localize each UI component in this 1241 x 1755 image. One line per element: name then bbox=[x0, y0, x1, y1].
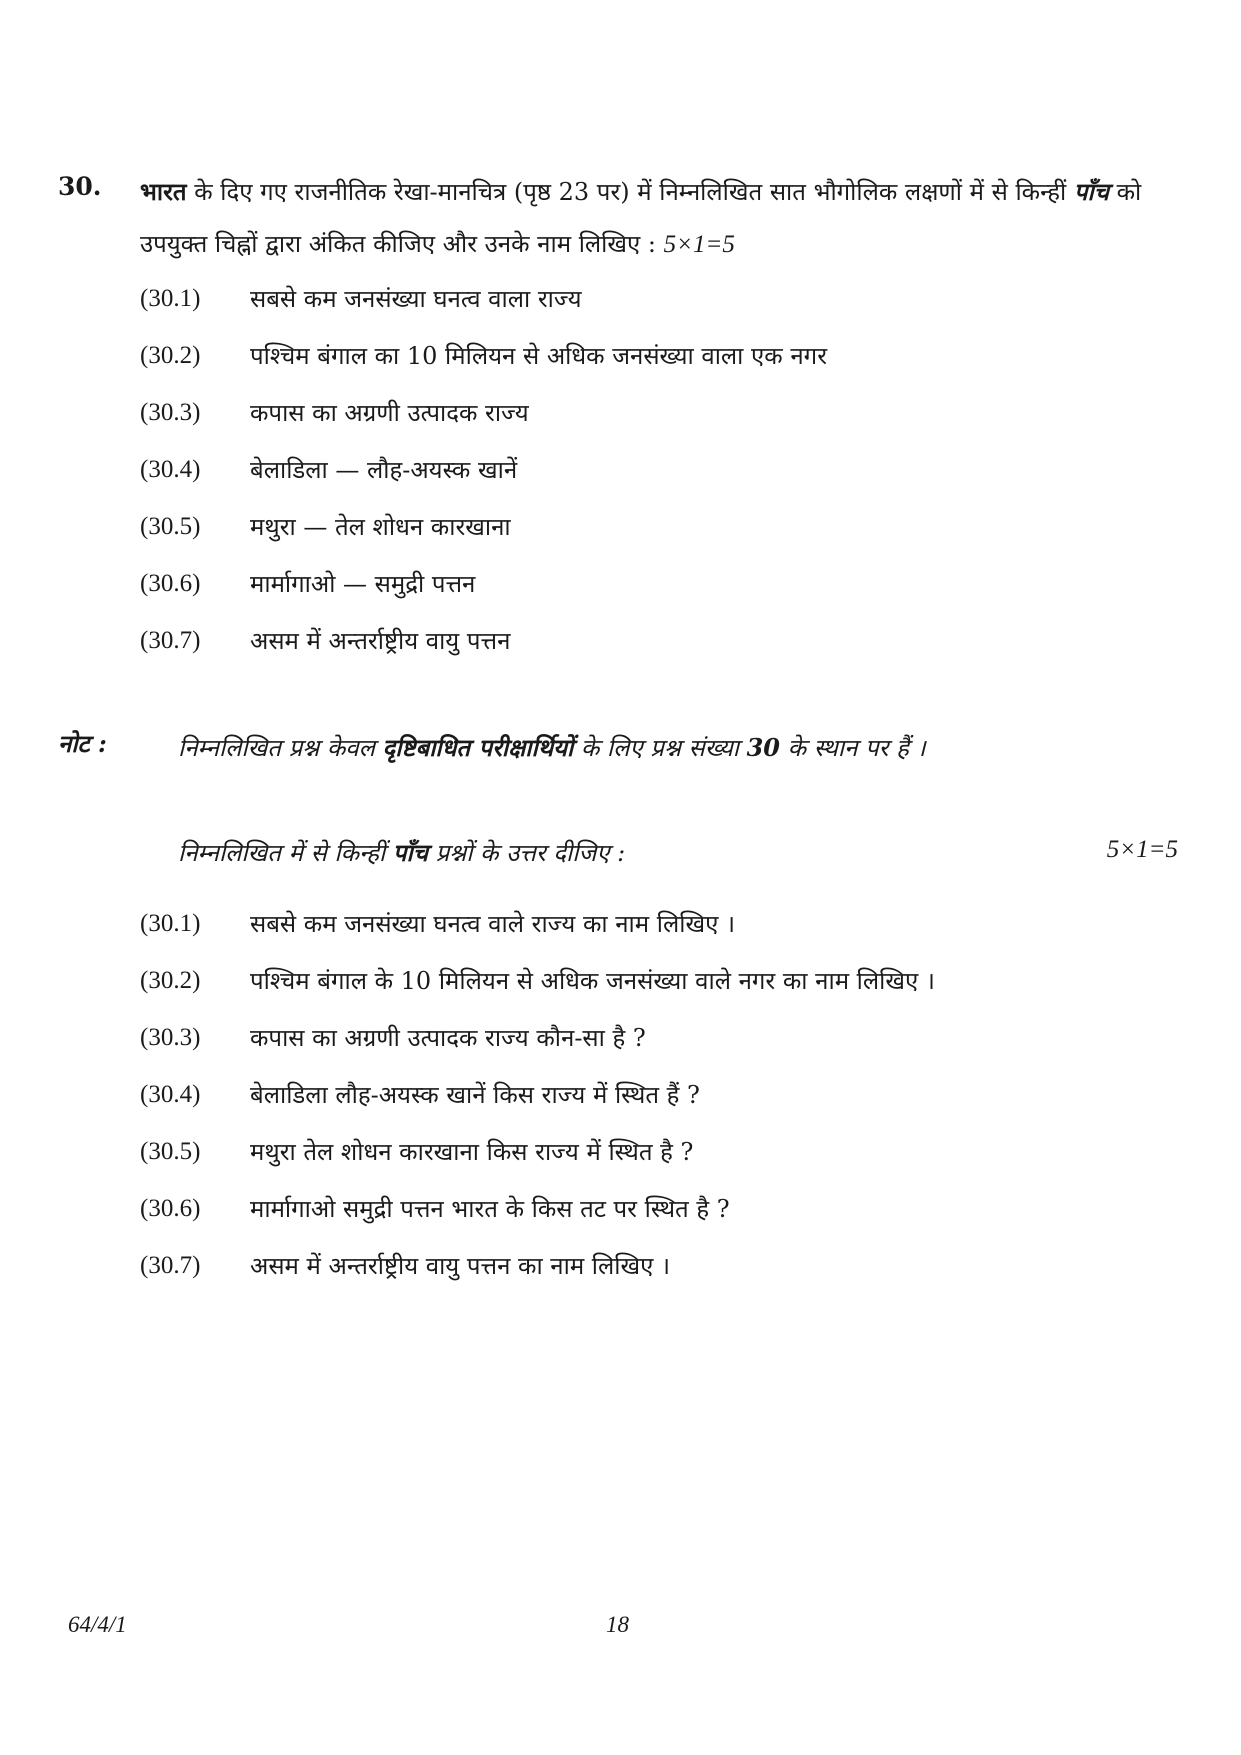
item-number: (30.6) bbox=[140, 569, 201, 597]
item-number: (30.5) bbox=[140, 1137, 201, 1165]
item-text: सबसे कम जनसंख्या घनत्व वाले राज्य का नाम लिखिए । bbox=[250, 910, 736, 938]
item-number: (30.3) bbox=[140, 398, 201, 426]
note-text-mid: के लिए प्रश्न संख्या bbox=[573, 734, 747, 762]
item-text: बेलाडिला — लौह-अयस्क खानें bbox=[250, 456, 518, 484]
note-text bbox=[178, 722, 1178, 774]
list-item bbox=[140, 952, 1200, 1009]
item-text: मार्मागाओ — समुद्री पत्तन bbox=[250, 570, 476, 598]
item-number: (30.7) bbox=[140, 1251, 201, 1279]
note-text-start: निम्नलिखित प्रश्न केवल bbox=[178, 734, 383, 762]
note-question-number: 30 bbox=[746, 733, 780, 762]
note-instr-start: निम्नलिखित में से किन्हीं bbox=[178, 839, 393, 867]
item-text: पश्चिम बंगाल का 10 मिलियन से अधिक जनसंख्या वाला एक नगर bbox=[250, 342, 828, 370]
paper-code: 64/4/1 bbox=[68, 1612, 127, 1637]
note-text-end: के स्थान पर हैं । bbox=[780, 734, 926, 762]
alt-questions-list bbox=[140, 895, 1200, 1294]
note-instr-bold: पाँच bbox=[392, 838, 428, 867]
question-intro-rest: के दिए गए राजनीतिक रेखा-मानचित्र (पृष्ठ 23 पर) में निम्नलिखित सात भौगोलिक लक्षणों में से किन्हीं bbox=[186, 178, 1074, 206]
item-number: (30.2) bbox=[140, 966, 201, 994]
list-item bbox=[140, 1066, 1200, 1123]
item-number: (30.1) bbox=[140, 284, 201, 312]
list-item bbox=[140, 612, 1200, 669]
item-number: (30.6) bbox=[140, 1194, 201, 1222]
item-number: (30.4) bbox=[140, 455, 201, 483]
list-item bbox=[140, 1180, 1200, 1237]
list-item bbox=[140, 1237, 1200, 1294]
question-number: 30. bbox=[58, 172, 102, 201]
item-number: (30.4) bbox=[140, 1080, 201, 1108]
list-item bbox=[140, 1123, 1200, 1180]
list-item bbox=[140, 270, 1200, 327]
page-number: 18 bbox=[606, 1612, 629, 1637]
note-instruction bbox=[178, 836, 1178, 869]
list-item bbox=[140, 327, 1200, 384]
item-number: (30.2) bbox=[140, 341, 201, 369]
item-text: सबसे कम जनसंख्या घनत्व वाला राज्य bbox=[250, 285, 582, 313]
list-item bbox=[140, 498, 1200, 555]
question-intro-emphasis: पाँच bbox=[1073, 177, 1109, 206]
note-instr-end: प्रश्नों के उत्तर दीजिए : bbox=[427, 839, 626, 867]
list-item bbox=[140, 555, 1200, 612]
item-text: असम में अन्तर्राष्ट्रीय वायु पत्तन bbox=[250, 627, 511, 655]
item-text: मथुरा — तेल शोधन कारखाना bbox=[250, 513, 511, 541]
item-number: (30.7) bbox=[140, 626, 201, 654]
item-text: पश्चिम बंगाल के 10 मिलियन से अधिक जनसंख्या वाले नगर का नाम लिखिए । bbox=[250, 967, 936, 995]
list-item bbox=[140, 441, 1200, 498]
item-text: असम में अन्तर्राष्ट्रीय वायु पत्तन का नाम लिखिए । bbox=[250, 1252, 671, 1280]
list-item bbox=[140, 1009, 1200, 1066]
item-text: कपास का अग्रणी उत्पादक राज्य कौन-सा है ? bbox=[250, 1024, 646, 1052]
list-item bbox=[140, 384, 1200, 441]
question-marks: 5×1=5 bbox=[663, 231, 735, 258]
item-text: कपास का अग्रणी उत्पादक राज्य bbox=[250, 399, 529, 427]
list-item bbox=[140, 895, 1200, 952]
item-text: बेलाडिला लौह-अयस्क खानें किस राज्य में स्थित हैं ? bbox=[250, 1081, 700, 1109]
question-intro-end: को उपयुक्त चिह्नों द्वारा अंकित कीजिए और उनके नाम लिखिए : bbox=[140, 178, 1142, 258]
question-intro-bold: भारत bbox=[140, 177, 187, 206]
item-text: मथुरा तेल शोधन कारखाना किस राज्य में स्थित है ? bbox=[250, 1138, 694, 1166]
note-label: नोट : bbox=[58, 729, 107, 758]
note-instruction-text bbox=[178, 836, 625, 869]
item-number: (30.3) bbox=[140, 1023, 201, 1051]
map-items-list bbox=[140, 270, 1200, 669]
item-number: (30.1) bbox=[140, 909, 201, 937]
item-number: (30.5) bbox=[140, 512, 201, 540]
note-marks: 5×1=5 bbox=[1106, 836, 1178, 863]
item-text: मार्मागाओ समुद्री पत्तन भारत के किस तट पर स्थित है ? bbox=[250, 1195, 730, 1223]
note-text-bold: दृष्टिबाधित परीक्षार्थियों bbox=[382, 733, 574, 762]
question-text bbox=[140, 166, 1180, 271]
